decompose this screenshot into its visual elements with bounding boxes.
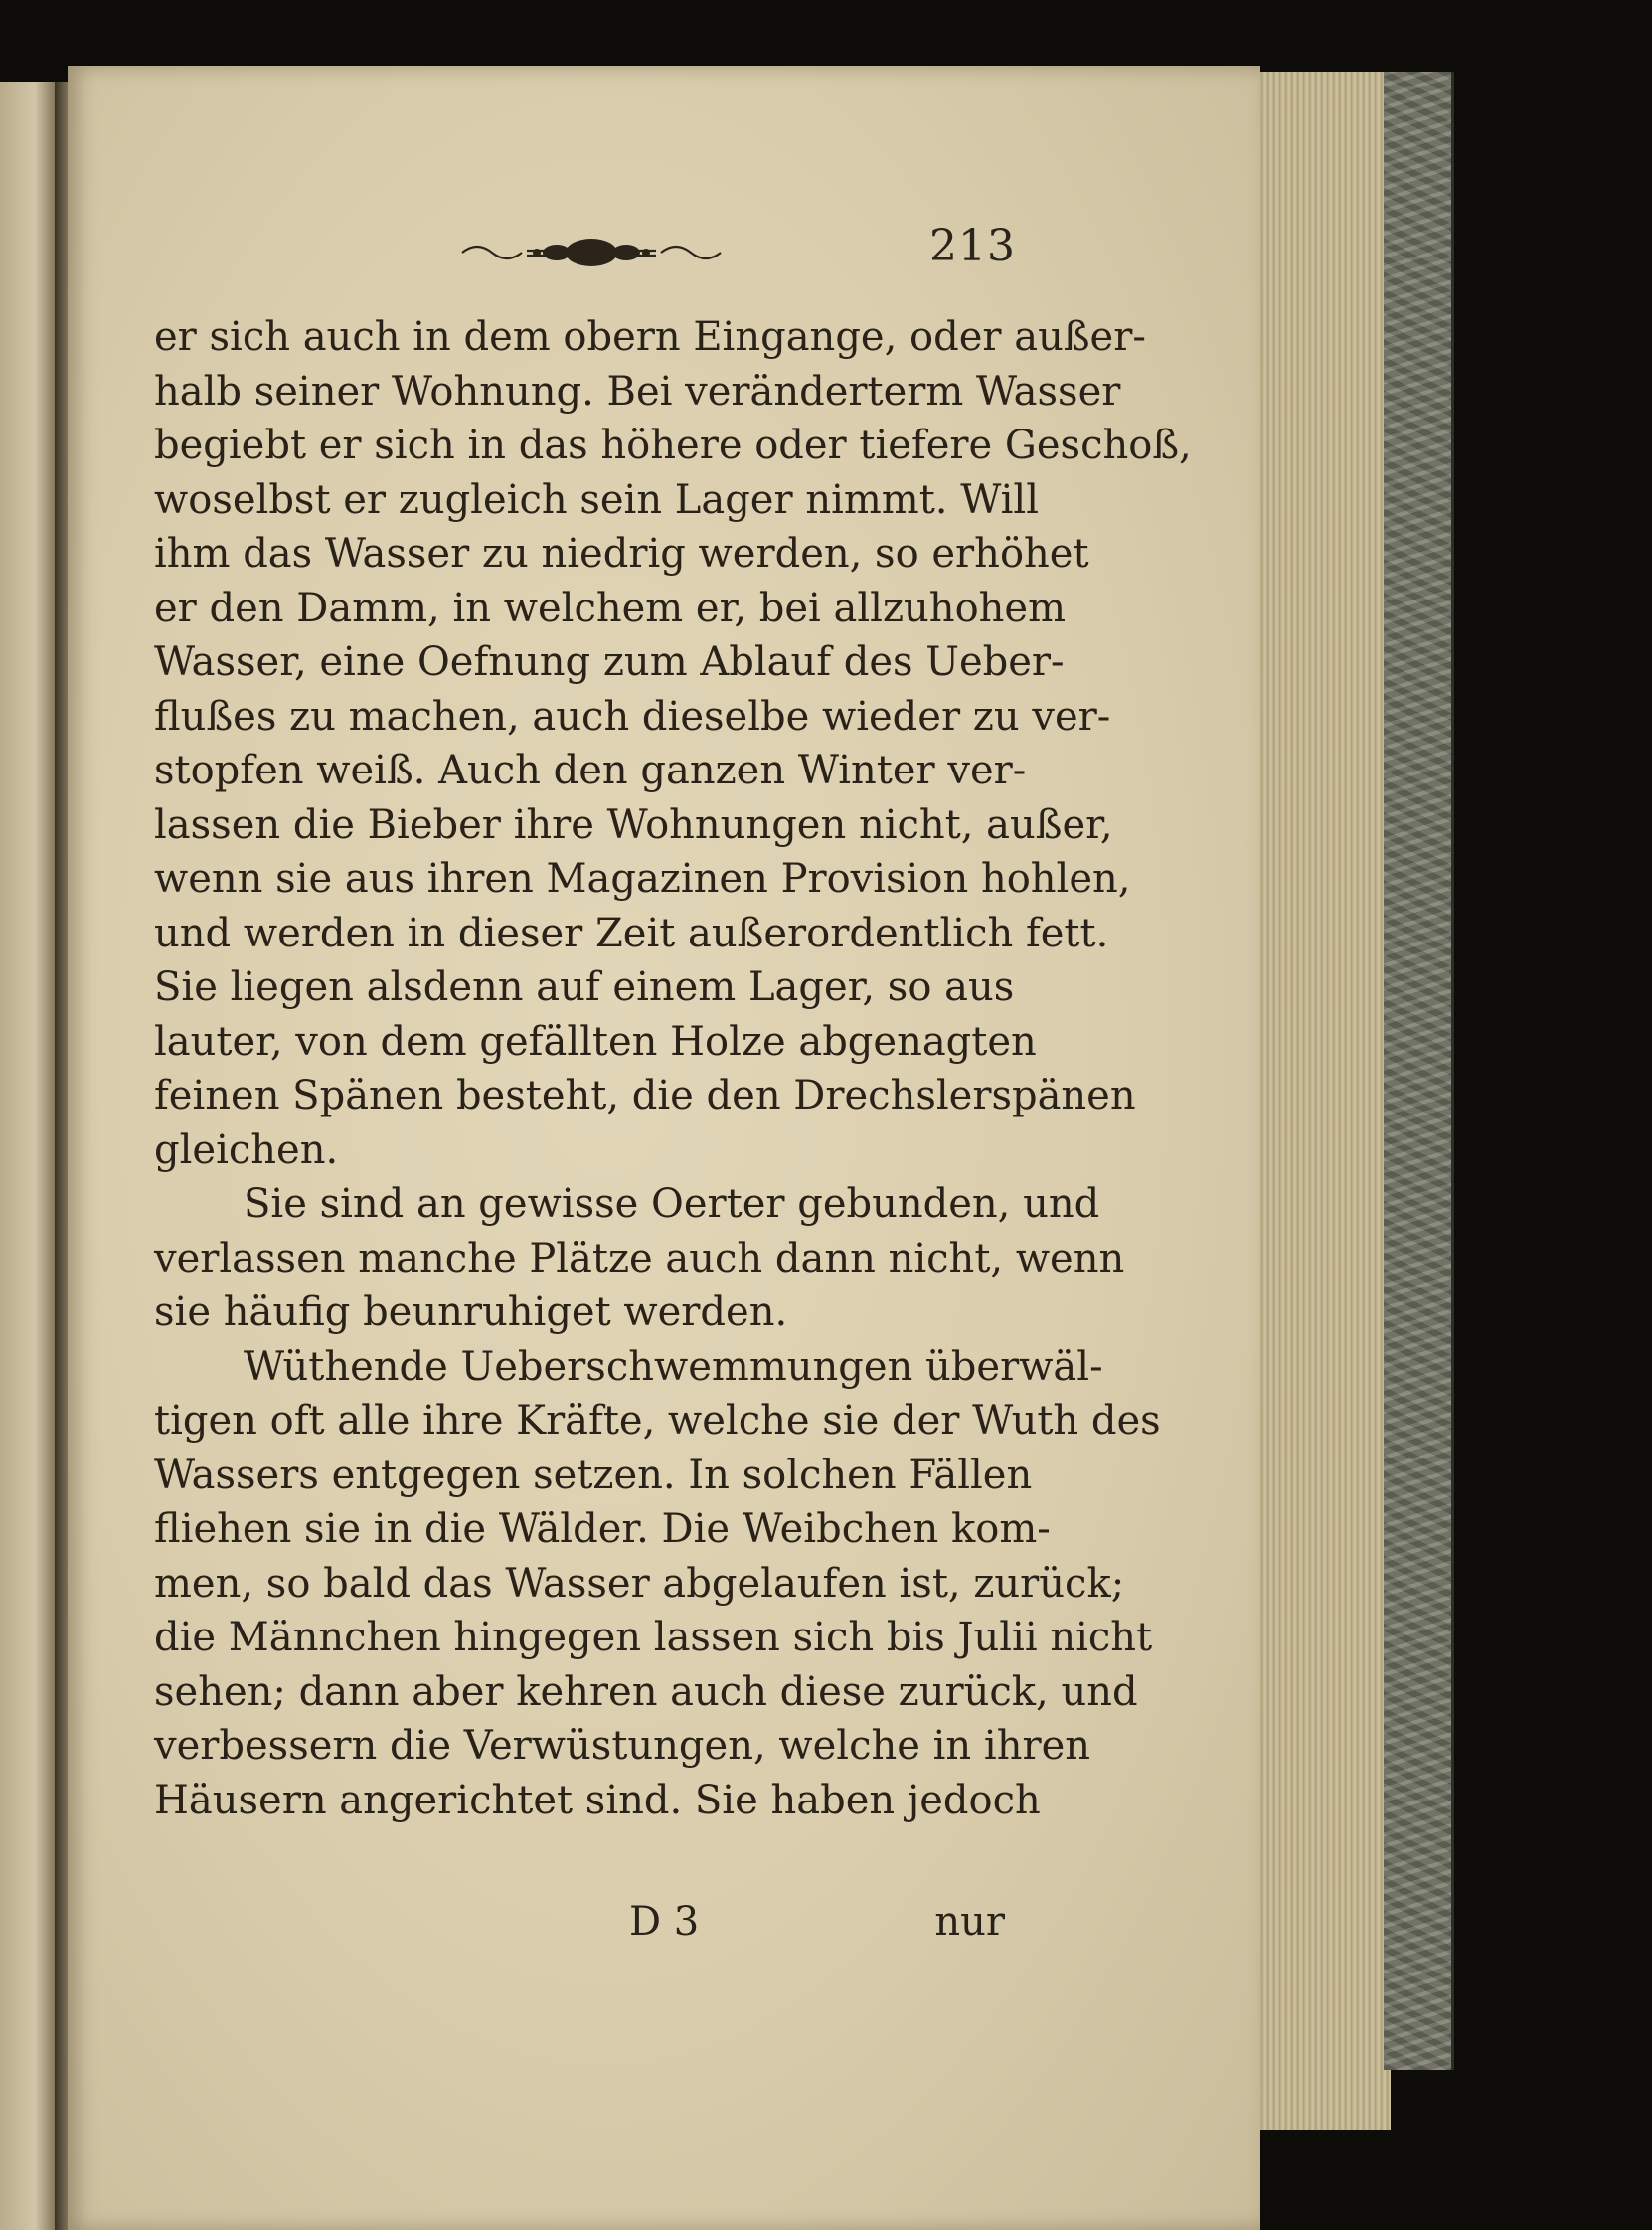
- page-block-edges: [1254, 72, 1391, 2130]
- header-ornament-icon: [457, 231, 726, 270]
- text-line: Sie liegen alsdenn auf einem Lager, so aus: [154, 964, 1015, 1010]
- catchword: nur: [934, 1899, 1005, 1945]
- facing-page-edge: [0, 82, 58, 2230]
- text-line: sehen; dann aber kehren auch diese zurück, und: [154, 1668, 1138, 1715]
- text-line: verbessern die Verwüstungen, welche in ihren: [154, 1723, 1091, 1769]
- marbled-cover: [1384, 72, 1454, 2070]
- text-line: men, so bald das Wasser abgelaufen ist, zurück;: [154, 1560, 1125, 1607]
- text-line: Wassers entgegen setzen. In solchen Fällen: [154, 1452, 1033, 1498]
- signature-mark: D 3: [629, 1899, 700, 1945]
- text-line: lauter, von dem gefällten Holze abgenagten: [154, 1018, 1037, 1065]
- text-line: feinen Spänen besteht, die den Drechslerspänen: [154, 1073, 1136, 1118]
- text-line: stopfen weiß. Auch den ganzen Winter ver-: [154, 748, 1027, 793]
- text-line: verlassen manche Plätze auch dann nicht, wenn: [154, 1235, 1125, 1282]
- text-line: Sie sind an gewisse Oerter gebunden, und: [244, 1181, 1100, 1227]
- text-line: er den Damm, in welchem er, bei allzuhohem: [154, 585, 1067, 631]
- body-text: [154, 310, 1192, 1827]
- text-line: halb seiner Wohnung. Bei veränderterm Wasser: [154, 368, 1121, 415]
- text-line: und werden in dieser Zeit außerordentlich fett.: [154, 910, 1109, 956]
- text-line: die Männchen hingegen lassen sich bis Julii nicht: [154, 1615, 1153, 1660]
- text-line: wenn sie aus ihren Magazinen Provision hohlen,: [154, 856, 1131, 902]
- text-line: flußes zu machen, auch dieselbe wieder zu ver-: [154, 693, 1111, 740]
- text-line: Häusern angerichtet sind. Sie haben jedoch: [154, 1777, 1041, 1823]
- text-line: Wüthende Ueberschwemmungen überwäl-: [244, 1343, 1103, 1390]
- text-line: fliehen sie in die Wälder. Die Weibchen kom-: [154, 1506, 1051, 1552]
- page-footer: [154, 1899, 1005, 1955]
- text-line: sie häufig beunruhiget werden.: [154, 1289, 788, 1335]
- text-line: lassen die Bieber ihre Wohnungen nicht, außer,: [154, 801, 1113, 848]
- text-line: tigen oft alle ihre Kräfte, welche sie der Wuth des: [154, 1398, 1161, 1444]
- text-line: ihm das Wasser zu niedrig werden, so erhöhet: [154, 531, 1089, 577]
- text-line: woselbst er zugleich sein Lager nimmt. Will: [154, 476, 1040, 523]
- text-line: Wasser, eine Oefnung zum Ablauf des Ueber-: [154, 639, 1065, 685]
- page-number: 213: [929, 221, 1016, 271]
- text-line: begiebt er sich in das höhere oder tiefere Geschoß,: [154, 423, 1192, 468]
- text-line: er sich auch in dem obern Eingange, oder außer-: [154, 314, 1146, 360]
- text-line: gleichen.: [154, 1126, 339, 1173]
